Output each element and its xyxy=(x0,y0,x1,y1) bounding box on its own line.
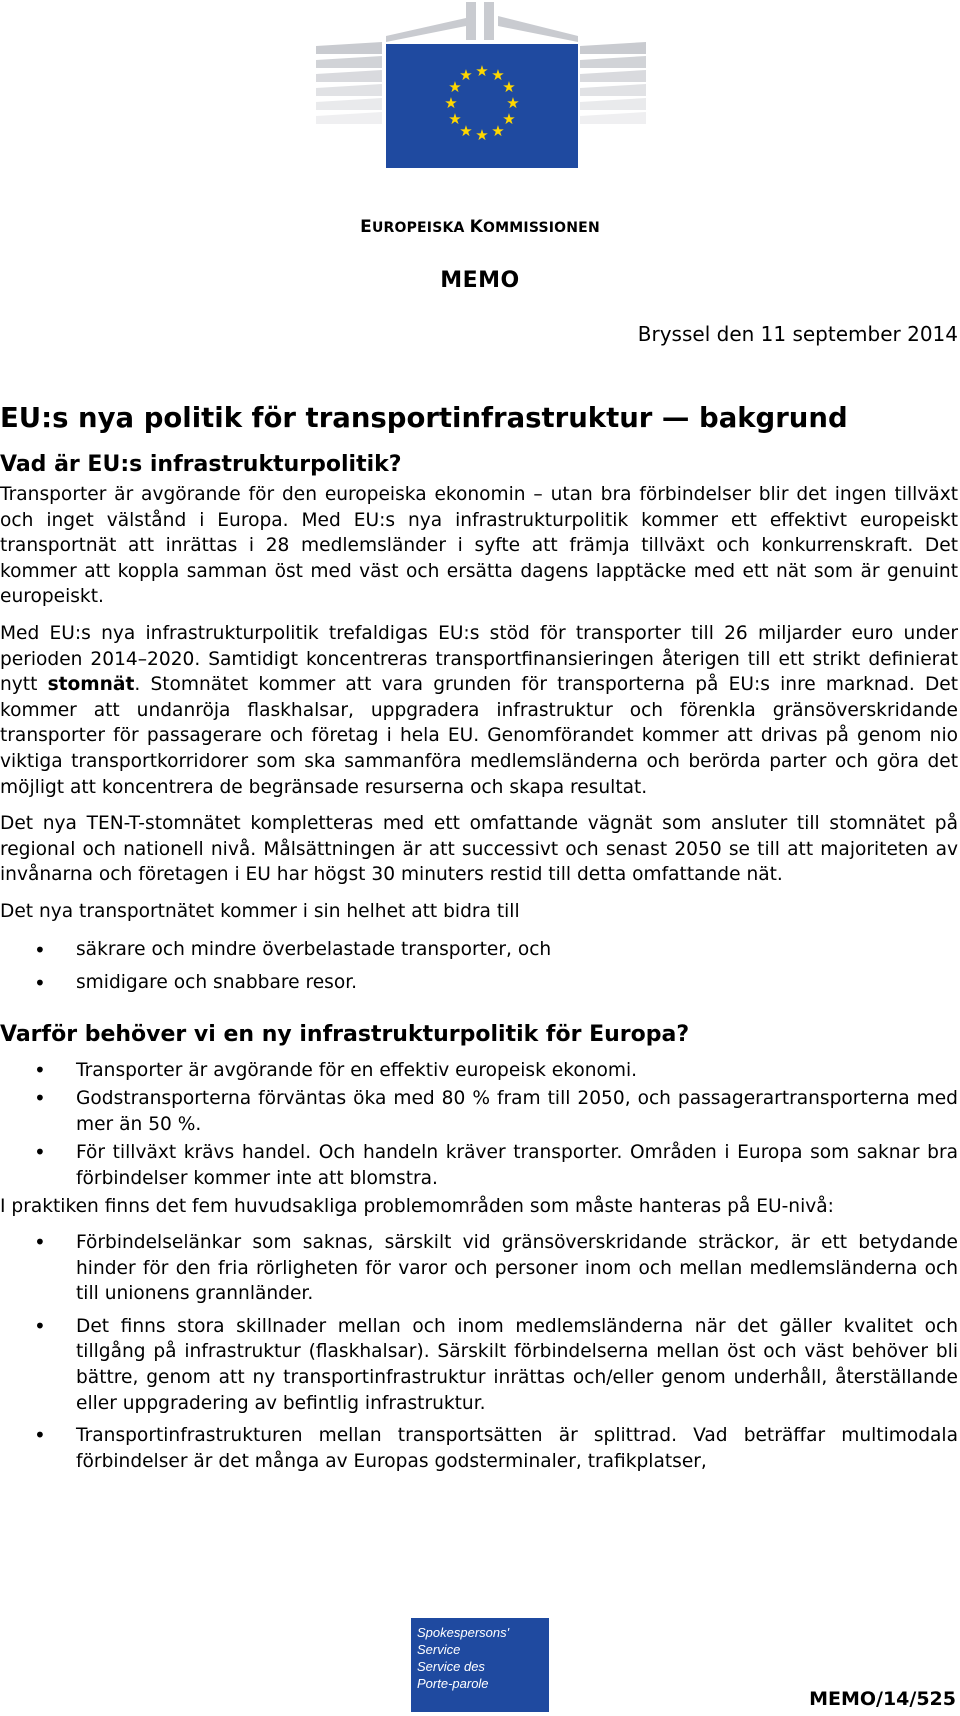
list-item: • Det finns stora skillnader mellan och inom medlemsländerna när det gäller kvalitet och tillgång på infrastruktur (flaskhalsar). Särskilt förbindelserna mellan öst och väst behöver bli bättre, genom att ny transportinfrastruktur inrättas och/eller genom underhåll, återställande eller uppgradering av befintlig infrastruktur. xyxy=(0,1314,958,1416)
list-item: • smidigare och snabbare resor. xyxy=(0,968,958,998)
svg-text:★: ★ xyxy=(502,110,516,128)
list-item: • Förbindelselänkar som saknas, särskilt vid gränsöverskridande sträckor, är ett betydande hinder för den fria rörligheten för varor och personer inom och mellan medlemsländerna och till unionens grannländer. xyxy=(0,1230,958,1307)
list-item: • För tillväxt krävs handel. Och handeln kräver transporter. Områden i Europa som saknar bra förbindelser kommer inte att blomstra. xyxy=(0,1140,958,1191)
problem-areas-intro: I praktiken finns det fem huvudsakliga problemområden som måste hanteras på EU-nivå: xyxy=(0,1196,834,1218)
european-commission-logo xyxy=(316,2,646,172)
core-network-term: stomnät xyxy=(47,674,135,696)
svg-text:★: ★ xyxy=(475,62,489,80)
document-title: EU:s nya politik för transportinfrastruktur — bakgrund xyxy=(0,402,848,434)
list-item: • Transporter är avgörande för en effektiv europeisk ekonomi. xyxy=(0,1058,958,1084)
section-heading-why: Varför behöver vi en ny infrastrukturpolitik för Europa? xyxy=(0,1021,690,1047)
paragraph-4: Det nya transportnätet kommer i sin helhet att bidra till xyxy=(0,900,520,922)
paragraph-2: Med EU:s nya infrastrukturpolitik trefaldigas EU:s stöd för transporter till 26 miljarder euro under perioden 2014–2020. Samtidigt koncentreras transportfinansieringen återigen till ett strikt definierat nytt stomnät. Stomnätet kommer att vara grunden för transporterna på EU:s inre marknad. Det kommer att undanröja flaskhalsar, uppgradera infrastruktur och förenkla gränsöverskridande transporter för passagerare och företag i hela EU. Genomförandet kommer att drivas på genom nio viktiga transportkorridorer som ska sammanföra medlemsländerna och berörda parter och göra det möjligt att koncentrera de begränsade resurserna och skapa resultat. xyxy=(0,622,958,798)
svg-text:★: ★ xyxy=(448,110,462,128)
reasons-list xyxy=(0,1058,958,1192)
svg-text:★: ★ xyxy=(502,78,516,96)
svg-text:★: ★ xyxy=(444,94,458,112)
svg-text:★: ★ xyxy=(491,122,505,140)
list-item: • Godstransporterna förväntas öka med 80 % fram till 2050, och passagerartransporterna med mer än 50 %. xyxy=(0,1086,958,1137)
problem-areas-list xyxy=(0,1230,958,1474)
svg-text:★: ★ xyxy=(459,66,473,84)
paragraph-1: Transporter är avgörande för den europeiska ekonomin – utan bra förbindelser blir det ingen tillväxt och inget välstånd i Europa. Med EU:s nya infrastrukturpolitik kommer ett effektivt europeiskt transportnät att inrättas i 28 medlemsländer i syfte att främja tillväxt och konkurrenskraft. Det kommer att koppla samman öst med väst och ersätta dagens lapptäcke med ett nät som är genuint europeiskt. xyxy=(0,484,958,608)
contribution-list xyxy=(0,935,958,998)
svg-text:★: ★ xyxy=(459,122,473,140)
svg-text:★: ★ xyxy=(491,66,505,84)
organization-name: EUROPEISKA KOMMISSIONEN xyxy=(360,217,600,237)
memo-label: MEMO xyxy=(440,268,520,293)
document-body xyxy=(0,398,958,1481)
svg-text:★: ★ xyxy=(475,126,489,144)
spokespersons-service-badge: Spokespersons' Service Service des Porte-parole xyxy=(411,1618,549,1712)
svg-text:★: ★ xyxy=(506,94,520,112)
section-heading-what-is: Vad är EU:s infrastrukturpolitik? xyxy=(0,452,402,477)
date-line: Bryssel den 11 september 2014 xyxy=(637,322,958,346)
list-item: • säkrare och mindre överbelastade transporter, och xyxy=(0,935,958,965)
memo-reference: MEMO/14/525 xyxy=(809,1688,956,1710)
svg-text:★: ★ xyxy=(448,78,462,96)
paragraph-3: Det nya TEN-T-stomnätet kompletteras med ett omfattande vägnät som ansluter till stomnätet på regional och nationell nivå. Målsättningen är att successivt och senast 2050 se till att majoriteten av invånarna och företagen i EU har högst 30 minuters restid till detta omfattande nät. xyxy=(0,813,958,886)
list-item: • Transportinfrastrukturen mellan transportsätten är splittrad. Vad beträffar multimodala förbindelser är det många av Europas godsterminaler, trafikplatser, xyxy=(0,1423,958,1474)
